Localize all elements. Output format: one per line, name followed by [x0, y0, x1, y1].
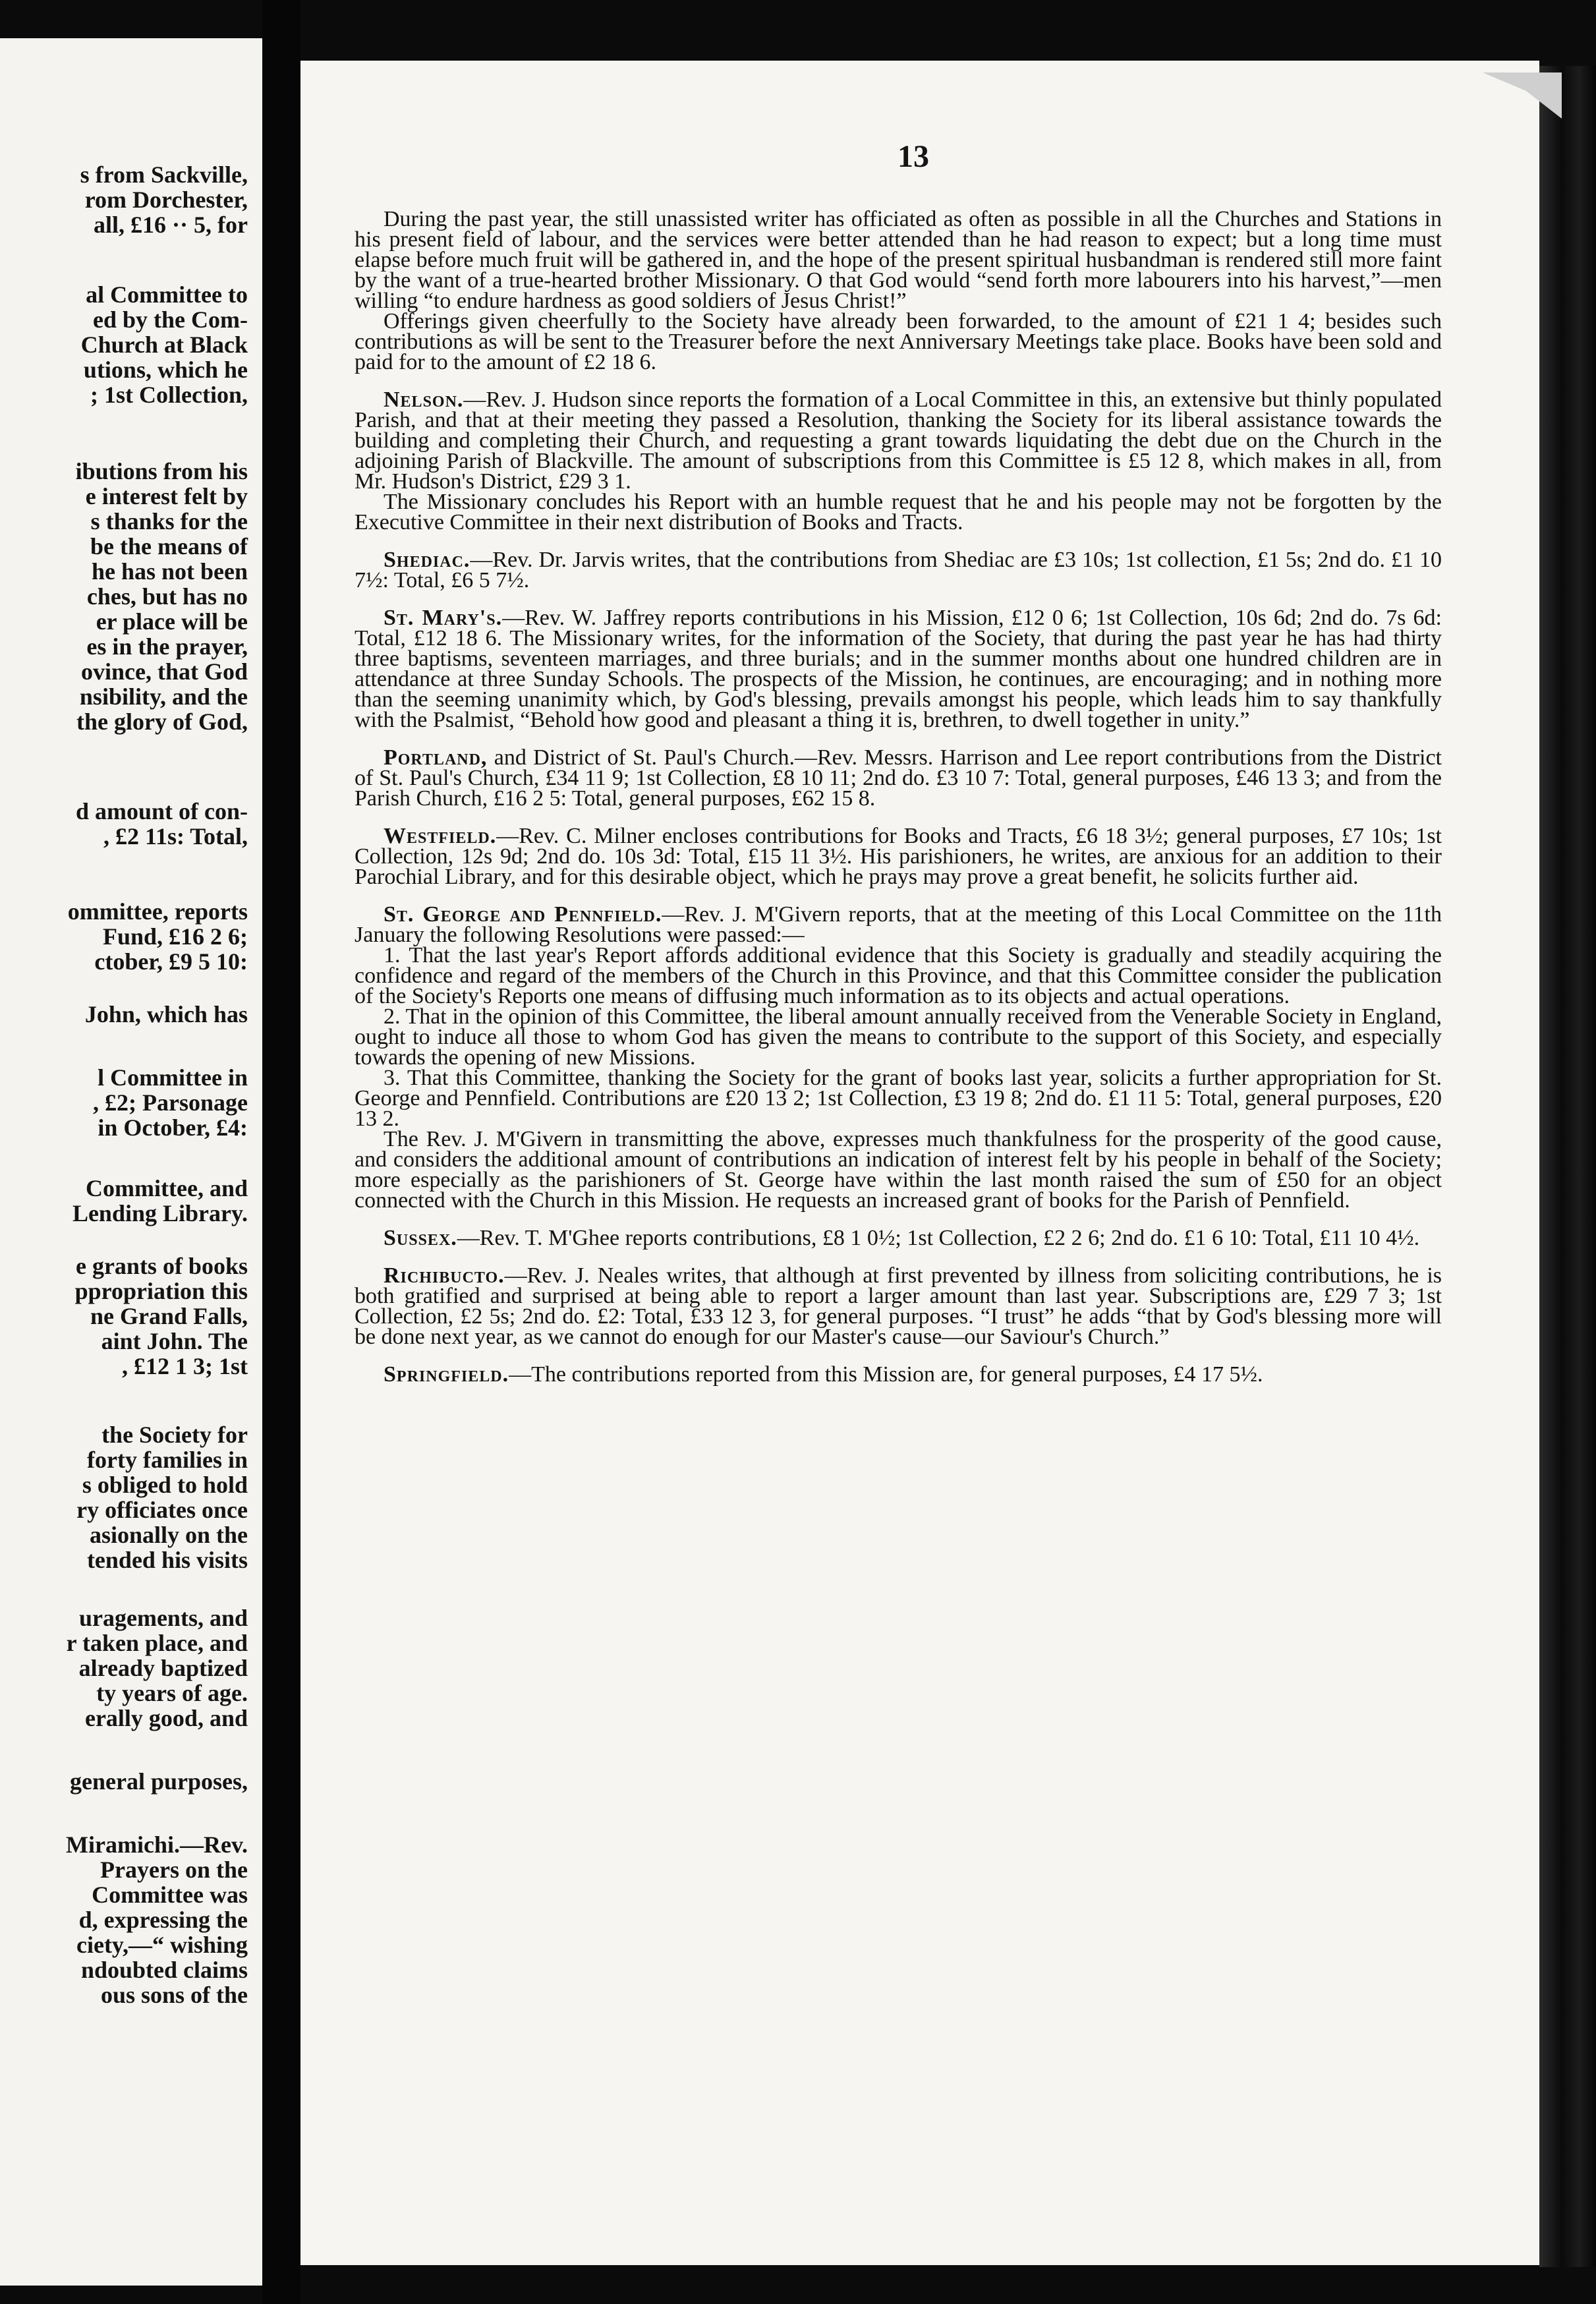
left-page-line: ciety,—“ wishing — [76, 1932, 248, 1958]
left-page-line: ndoubted claims — [80, 1957, 248, 1983]
section-westfield — [355, 826, 1442, 887]
left-page-line: ctober, £9 5 10: — [94, 948, 248, 975]
heading-westfield: Westfield. — [384, 824, 497, 848]
paragraph-offerings: Offerings given cheerfully to the Society have already been forwarded, to the amount of £21 1 4; besides such contributions as will be sent to the Treasurer before the next Anniversary Meetings take place. Books have been sold and paid for to the amount of £2 18 6. — [355, 309, 1442, 374]
left-page-line: erally good, and — [84, 1705, 248, 1731]
paragraph-intro: During the past year, the still unassisted writer has officiated as often as possible in all the Churches and Stations in his present field of labour, and the services were better attended than he had reason to expect; but a long time must elapse before much fruit will be gathered in, and the hope of the present spiritual husbandman is rendered still more faint by the want of a true-hearted brother Missionary. O that God would “send forth more labourers into his harvest,”—men willing “to endure hardness as good soldiers of Jesus Christ!” — [355, 207, 1442, 313]
left-page-line: uragements, and — [78, 1605, 248, 1631]
left-page-line: al Committee to — [86, 281, 248, 308]
st-marys-text: —Rev. W. Jaffrey reports contributions in his Mission, £12 0 6; 1st Collection, 10s 6d; 2nd do. 7s 6d: Total, £12 18 6. The Missionary writes, for the information of the Society, that during the past year he has had thirty three baptisms, seventeen marriages, and three burials; and in the summer months about one hundred children are in attendance at three Sunday Schools. The prospects of the Mission, he continues, are encouraging; and in nothing more than the seeming unanimity which, by God's blessing, prevails amongst his people, which leads him to say thankfully with the Psalmist, “Behold how good and pleasant a thing it is, brethren, to dwell together in unity.” — [355, 606, 1442, 732]
resolution-1: 1. That the last year's Report affords additional evidence that this Society is gradually and steadily acquiring the confidence and regard of the members of the Church in this Province, and that this Committee consider the publication of the Society's Reports one means of diffusing much information as to its objects and actual operations. — [355, 943, 1442, 1008]
left-page-line: d, expressing the — [78, 1907, 248, 1933]
section-portland — [355, 747, 1442, 809]
left-page-line: general purposes, — [70, 1768, 248, 1795]
st-george-text: —Rev. J. M'Givern reports, that at the meeting of this Local Committee on the 11th January the following Resolutions were passed:— — [355, 902, 1442, 947]
left-page-line: Committee, and — [86, 1175, 248, 1201]
left-page-line: the glory of God, — [76, 708, 248, 735]
left-page-line: tended his visits — [86, 1547, 248, 1573]
left-page-line: ches, but has no — [86, 583, 248, 610]
left-page-line: d amount of con- — [75, 798, 248, 824]
left-page-fragment — [0, 38, 262, 2286]
left-page-line: already baptized — [78, 1655, 248, 1681]
left-page-line: ovince, that God — [80, 658, 248, 685]
left-page-line: ry officiates once — [76, 1497, 248, 1523]
left-page-line: ous sons of the — [100, 1982, 248, 2008]
section-richibucto — [355, 1265, 1442, 1347]
left-page-line: ne Grand Falls, — [90, 1303, 248, 1329]
left-page-line: he has not been — [91, 558, 248, 585]
left-page-line: e interest felt by — [85, 483, 248, 509]
paragraph-mgivern: The Rev. J. M'Givern in transmitting the above, expresses much thankfulness for the prosperity of the good cause, and considers the additional amount of contributions an indication of interest felt by his people in behalf of the Society; more especially as the parishioners of St. George have within the last month raised the sum of £50 for an object connected with the Church in this Mission. He requests an increased grant of books for the Parish of Pennfield. — [355, 1127, 1442, 1213]
left-page-line: Lending Library. — [72, 1200, 248, 1226]
heading-portland: Portland, — [384, 745, 488, 770]
heading-richibucto: Richibucto. — [384, 1263, 505, 1288]
left-page-line: , £2; Parsonage — [93, 1089, 248, 1116]
page-body — [355, 209, 1442, 1385]
left-page-line: ; 1st Collection, — [90, 382, 248, 408]
section-sussex — [355, 1228, 1442, 1248]
heading-nelson: Nelson. — [384, 388, 464, 412]
portland-text: and District of St. Paul's Church.—Rev. Messrs. Harrison and Lee report contributions from the District of St. Paul's Church, £34 11 9; 1st Collection, £8 10 11; 2nd do. £3 10 7: Total, general purposes, £46 13 3; and from the Parish Church, £16 2 5: Total, general purposes, £62 15 8. — [355, 745, 1442, 811]
right-page — [300, 61, 1539, 2265]
left-page-line: s obliged to hold — [82, 1472, 248, 1498]
left-page-line: ibutions from his — [75, 458, 248, 484]
left-page-line: nsibility, and the — [79, 683, 248, 710]
left-page-line: rom Dorchester, — [84, 187, 248, 213]
left-page-line: s thanks for the — [90, 508, 248, 534]
page-number: 13 — [898, 139, 929, 174]
heading-st-marys: St. Mary's. — [384, 606, 503, 630]
book-spine-edge — [1539, 66, 1596, 2267]
heading-shediac: Shediac. — [384, 548, 470, 572]
left-page-line: ppropriation this — [74, 1278, 248, 1304]
sussex-text: —Rev. T. M'Ghee reports contributions, £8 1 0½; 1st Collection, £2 2 6; 2nd do. £1 6 10: Total, £11 10 4½. — [457, 1226, 1420, 1250]
left-page-line: Committee was — [92, 1882, 248, 1908]
left-page-line: s from Sackville, — [80, 161, 248, 188]
left-page-line: Prayers on the — [100, 1857, 248, 1883]
left-page-line: Church at Black — [80, 331, 248, 358]
left-page-line: Fund, £16 2 6; — [102, 923, 248, 950]
resolution-3: 3. That this Committee, thanking the Society for the grant of books last year, solicits a further appropriation for St. George and Pennfield. Contributions are £20 13 2; 1st Collection, £3 19 8; 2nd do. £1 11 5: Total, general purposes, £20 13 2. — [355, 1066, 1442, 1131]
left-page-line: asionally on the — [89, 1522, 248, 1548]
left-page-line: aint John. The — [101, 1328, 248, 1354]
left-page-line: , £12 1 3; 1st — [122, 1353, 248, 1379]
section-nelson — [355, 389, 1442, 492]
section-springfield — [355, 1364, 1442, 1385]
left-page-line: ty years of age. — [96, 1680, 248, 1706]
book-gutter — [262, 0, 300, 2304]
left-page-line: be the means of — [90, 533, 248, 560]
section-st-marys — [355, 608, 1442, 730]
left-page-line: , £2 11s: Total, — [103, 823, 248, 850]
left-page-line: r taken place, and — [66, 1630, 248, 1656]
left-page-line: Miramichi.—Rev. — [66, 1831, 248, 1858]
left-page-line: John, which has — [84, 1001, 248, 1027]
paragraph-nelson-request: The Missionary concludes his Report with an humble request that he and his people may not be forgotten by the Executive Committee in their next distribution of Books and Tracts. — [355, 490, 1442, 534]
left-page-line: utions, which he — [83, 357, 248, 383]
shediac-text: —Rev. Dr. Jarvis writes, that the contributions from Shediac are £3 10s; 1st collection, £1 5s; 2nd do. £1 10 7½: Total, £6 5 7½. — [355, 548, 1442, 592]
heading-springfield: Springfield. — [384, 1362, 509, 1387]
left-page-line: forty families in — [87, 1447, 248, 1473]
left-page-line: l Committee in — [98, 1064, 248, 1091]
left-page-line: all, £16 ·· 5, for — [94, 212, 248, 238]
heading-st-george-pennfield: St. George and Pennfield. — [384, 902, 662, 927]
westfield-text: —Rev. C. Milner encloses contributions for Books and Tracts, £6 18 3½; general purposes, £7 10s; 1st Collection, 12s 9d; 2nd do. 10s 3d: Total, £15 11 3½. His parishioners, he writes, are anxious for an addition to their Parochial Library, and for this desirable object, which he prays may prove a great benefit, he solicits further aid. — [355, 824, 1442, 889]
springfield-text: —The contributions reported from this Mission are, for general purposes, £4 17 5½. — [509, 1362, 1263, 1387]
section-shediac — [355, 550, 1442, 590]
left-page-line: the Society for — [101, 1422, 248, 1448]
resolution-2: 2. That in the opinion of this Committee, the liberal amount annually received from the Venerable Society in England, ought to induce all those to whom God has given the means to contribute to the support of this Society, and especially towards the opening of new Missions. — [355, 1004, 1442, 1070]
section-st-george-pennfield — [355, 904, 1442, 945]
left-page-line: in October, £4: — [98, 1114, 248, 1141]
left-page-line: ommittee, reports — [67, 898, 248, 925]
left-page-line: er place will be — [96, 608, 248, 635]
nelson-text: —Rev. J. Hudson since reports the formation of a Local Committee in this, an extensive but thinly populated Parish, and that at their meeting they passed a Resolution, thanking the Society for its liberal assistance towards the building and completing their Church, and requesting a grant towards liquidating the debt due on the Church in the adjoining Parish of Blackville. The amount of subscriptions from this Committee is £5 12 8, which makes in all, from Mr. Hudson's District, £29 3 1. — [355, 388, 1442, 494]
left-page-line: e grants of books — [75, 1253, 248, 1279]
left-page-line: ed by the Com- — [93, 306, 248, 333]
richibucto-text: —Rev. J. Neales writes, that although at first prevented by illness from soliciting contributions, he is both gratified and surprised at being able to report a larger amount than last year. Subscriptions are, £29 7 3; 1st Collection, £2 5s; 2nd do. £2: Total, £33 12 3, for general purposes. “I trust” he adds “that by God's blessing more will be done next year, as we cannot do enough for our Master's cause—our Saviour's Church.” — [355, 1263, 1442, 1349]
heading-sussex: Sussex. — [384, 1226, 457, 1250]
left-page-line: es in the prayer, — [86, 633, 248, 660]
